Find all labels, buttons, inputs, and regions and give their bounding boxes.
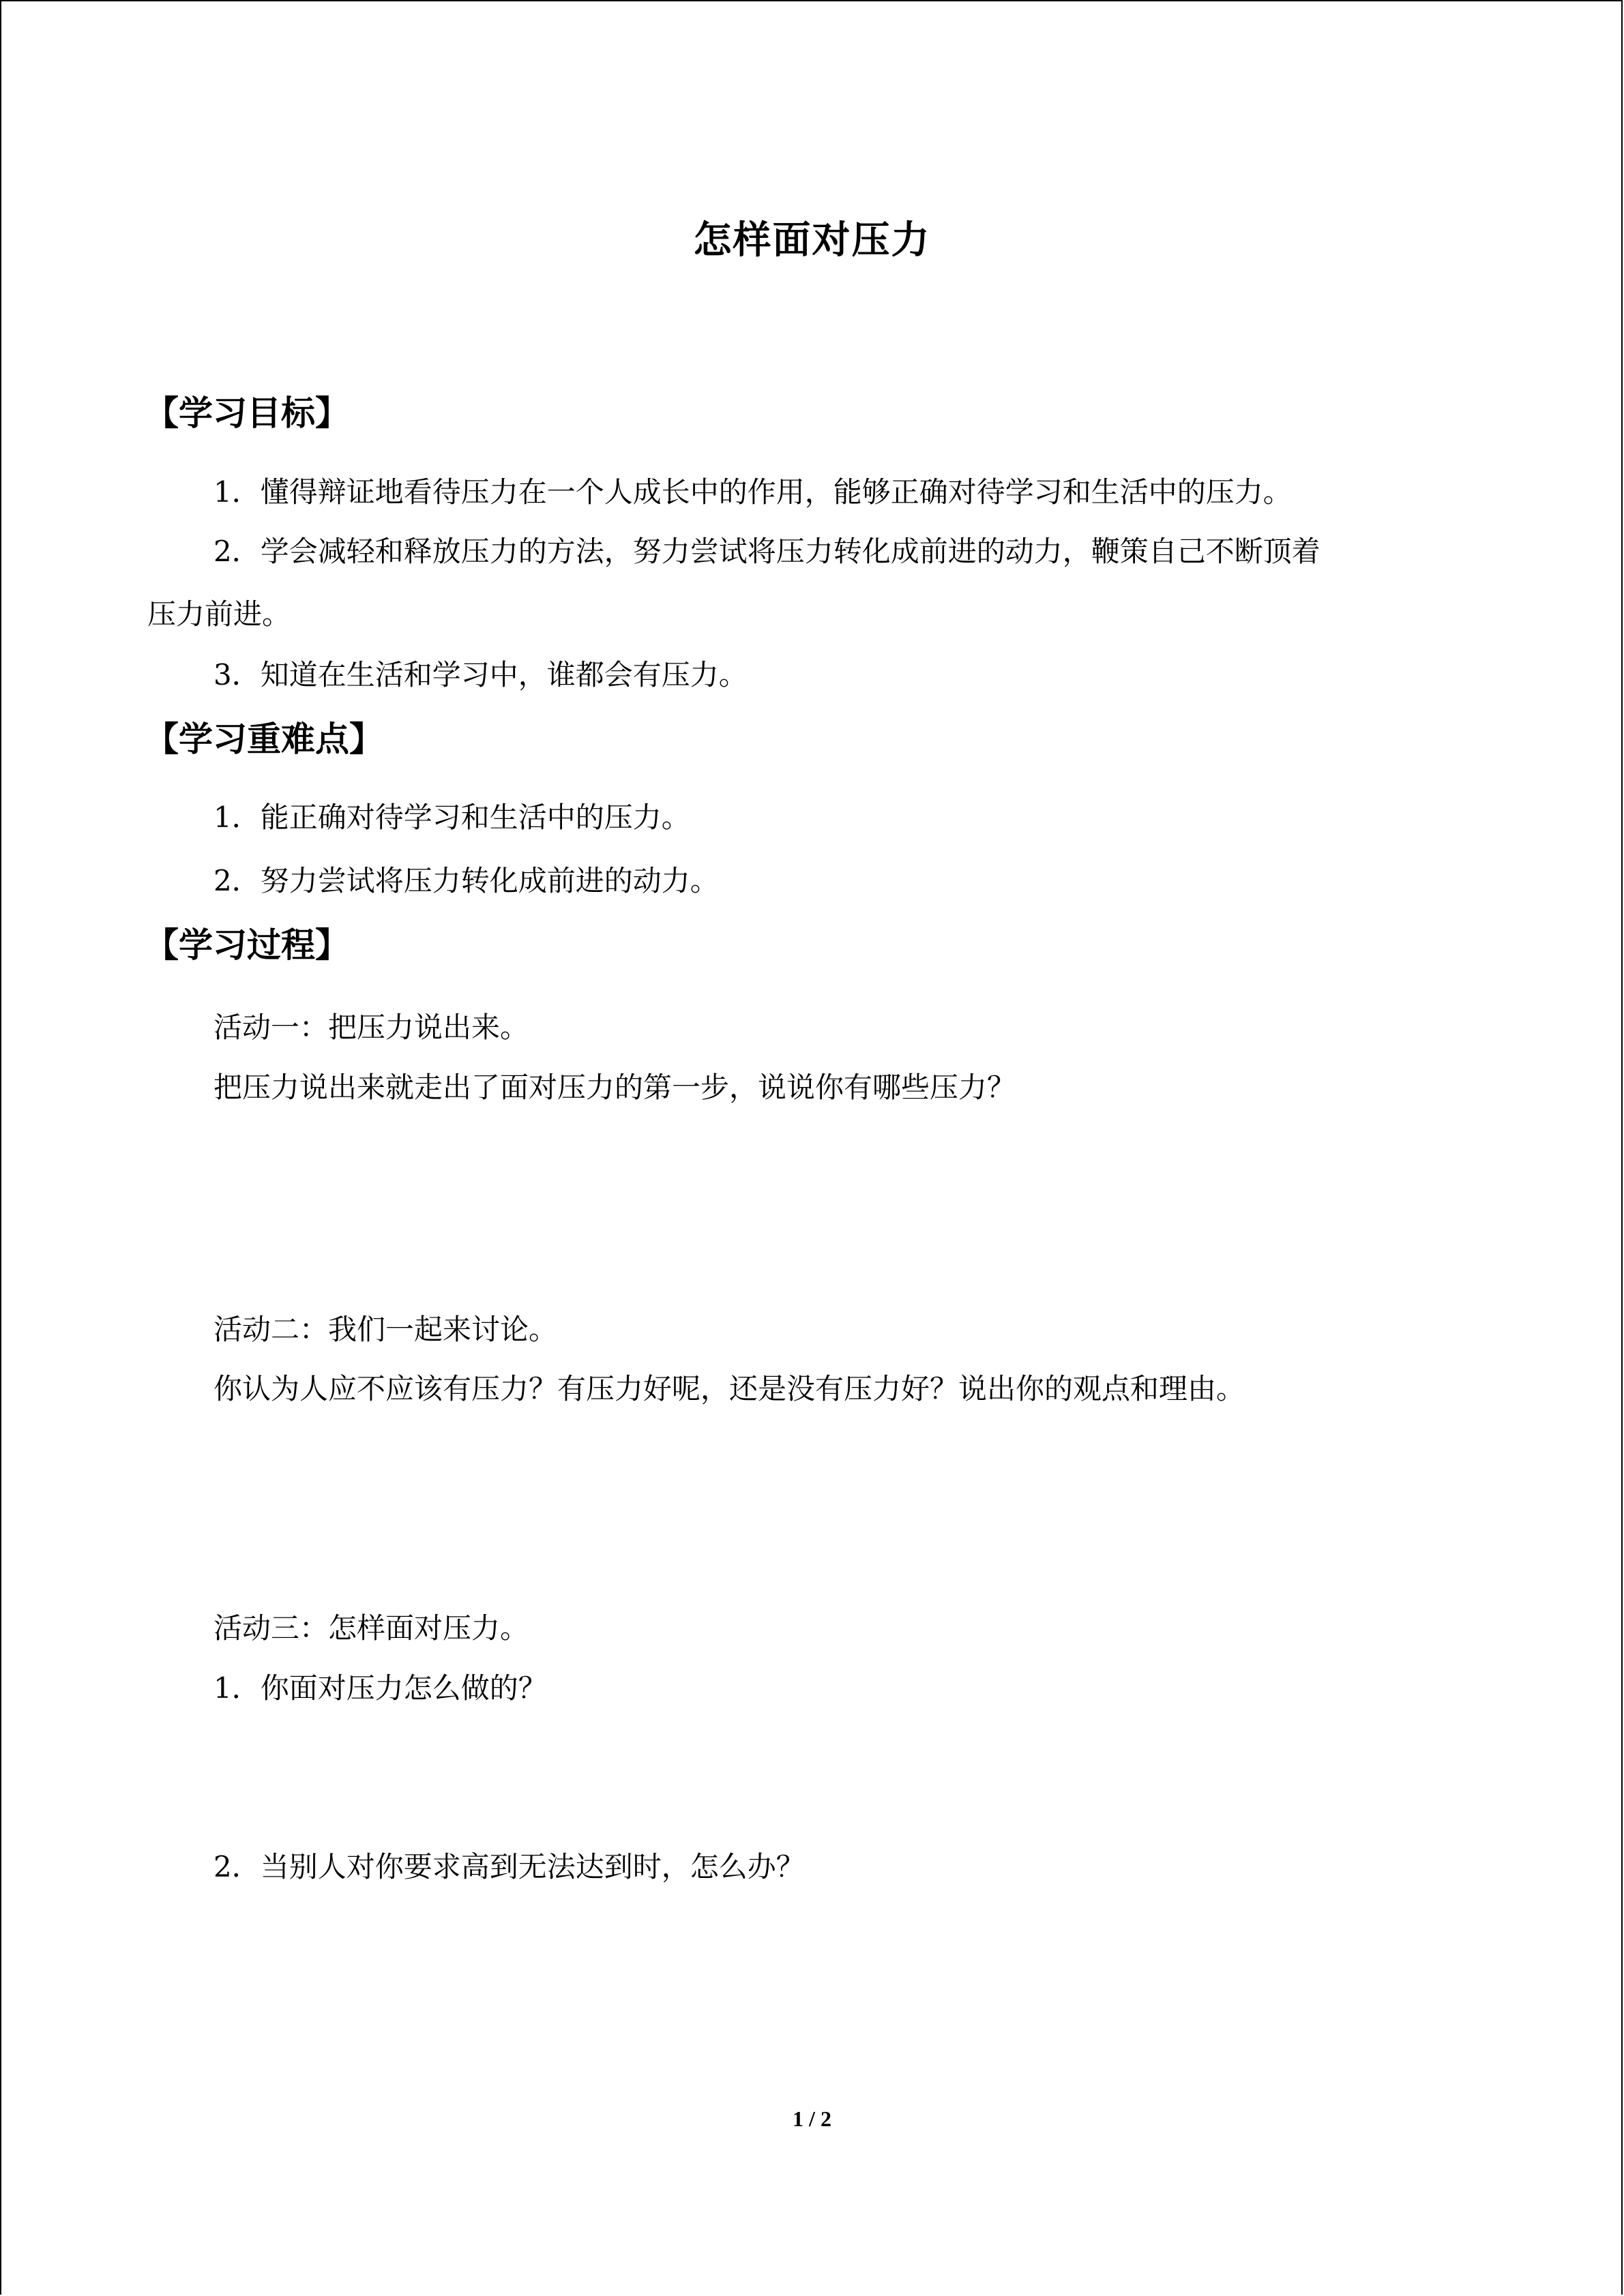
key-point-item-2: 2．努力尝试将压力转化成前进的动力。 [213, 864, 719, 897]
objective-item-2: 2．学会减轻和释放压力的方法，努力尝试将压力转化成前进的动力，鞭策自己不断顶着 [213, 535, 1320, 568]
activity-3-question-1: 1．你面对压力怎么做的？ [213, 1671, 547, 1705]
activity-3-title: 活动三：怎样面对压力。 [213, 1611, 529, 1645]
page-number: 1 / 2 [793, 2106, 831, 2131]
activity-1-prompt: 把压力说出来就走出了面对压力的第一步，说说你有哪些压力？ [213, 1071, 1016, 1104]
key-points-heading: 【学习重难点】 [145, 719, 383, 759]
activity-2-title: 活动二：我们一起来讨论。 [213, 1313, 558, 1346]
objective-item-3: 3．知道在生活和学习中，谁都会有压力。 [213, 658, 748, 691]
objectives-heading: 【学习目标】 [145, 393, 349, 433]
objective-item-1: 1．懂得辩证地看待压力在一个人成长中的作用，能够正确对待学习和生活中的压力。 [213, 475, 1292, 509]
activity-3-question-2: 2．当别人对你要求高到无法达到时，怎么办？ [213, 1850, 805, 1883]
objective-item-2-continued: 压力前进。 [147, 597, 291, 631]
key-point-item-1: 1．能正确对待学习和生活中的压力。 [213, 801, 690, 834]
process-heading: 【学习过程】 [145, 925, 349, 965]
activity-1-title: 活动一：把压力说出来。 [213, 1011, 529, 1044]
document-title: 怎样面对压力 [693, 218, 931, 263]
activity-2-prompt: 你认为人应不应该有压力？有压力好呢，还是没有压力好？说出你的观点和理由。 [213, 1372, 1245, 1405]
